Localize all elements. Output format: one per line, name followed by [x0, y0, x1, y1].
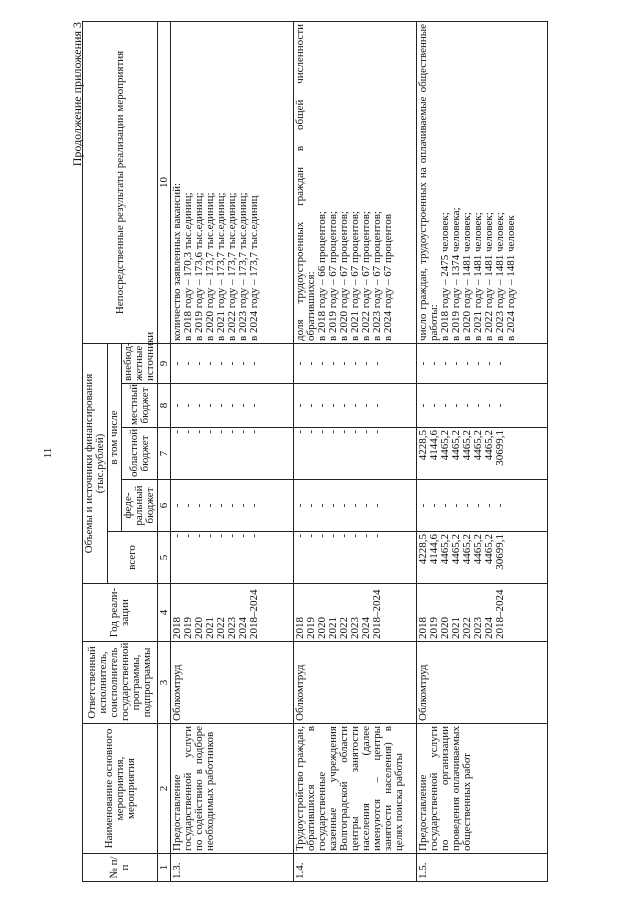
cell-line: - — [327, 503, 339, 508]
cell-line: - — [417, 503, 429, 508]
cell-line: 4144,6 — [428, 534, 440, 565]
cell-line: 2021 — [204, 617, 216, 639]
cell-line: - — [294, 534, 306, 538]
executor-name: Облкомтруд — [171, 642, 294, 724]
cell-line: 4465,2 — [461, 534, 473, 565]
result-intro: доля трудоустроенных граждан в общей численности обратившихся: — [294, 23, 317, 341]
cell-line: - — [461, 361, 473, 366]
cell-line: - — [237, 503, 249, 508]
result-intro: количество заявленных вакансий: — [171, 182, 183, 341]
cell-line: - — [237, 361, 249, 366]
cell-line: 2018 — [417, 617, 429, 639]
row-number: 1.4. — [294, 854, 417, 882]
result-line: в 2018 году – 66 процентов; — [316, 211, 328, 341]
cell-line: 4465,2 — [483, 534, 495, 565]
cell-line: - — [338, 430, 350, 434]
result-cell — [417, 21, 548, 343]
cell-line: - — [171, 503, 183, 508]
cell-line: - — [171, 403, 183, 408]
cell-line: 2020 — [316, 617, 328, 639]
cell-line: - — [360, 430, 372, 434]
header-extrabudget: внебюд-жетные источники — [122, 343, 158, 383]
cell-line: - — [294, 361, 306, 366]
cell-line: - — [472, 503, 484, 508]
result-line: в 2021 году – 67 процентов; — [349, 211, 361, 341]
program-table — [82, 21, 548, 882]
cell-line: - — [193, 403, 205, 408]
result-cell — [294, 21, 417, 343]
cell-line: 2018–2024 — [248, 589, 260, 639]
row-number: 1.5. — [417, 854, 548, 882]
cell-line: - — [450, 403, 462, 408]
measure-name: Трудоустройство граждан, обратившихся в государственные казенные учреждения Волгоградской области центры занятости населения (далее именуются – центры занятости населения) в целях поиска работы — [294, 724, 417, 854]
column-number: 8 — [158, 384, 171, 428]
cell-line: - — [193, 361, 205, 366]
result-line: в 2022 году – 173,7 тыс.единиц; — [226, 192, 238, 341]
column-number: 6 — [158, 480, 171, 532]
cell-line: 4228,5 — [417, 534, 429, 565]
cell-line: - — [204, 430, 216, 434]
executor-name: Облкомтруд — [417, 642, 548, 724]
result-line: в 2018 году – 170,3 тыс.единиц; — [182, 192, 194, 341]
column-number: 2 — [158, 724, 171, 854]
header-executor: Ответственный исполнитель, соисполнитель государственной программы, подпрограммы — [83, 642, 158, 724]
cell-line: - — [316, 430, 328, 434]
cell-line: - — [204, 403, 216, 408]
cell-line: - — [371, 503, 383, 508]
cell-line: - — [428, 503, 440, 508]
years-cell — [294, 584, 417, 642]
column-number: 7 — [158, 428, 171, 480]
cell-line: 2018 — [294, 617, 306, 639]
cell-line: - — [338, 503, 350, 508]
result-line: в 2024 году – 1481 человек — [505, 215, 517, 341]
cell-line: - — [417, 361, 429, 366]
cell-line: 2024 — [237, 617, 249, 639]
cell-line: - — [461, 503, 473, 508]
cell-line: - — [237, 403, 249, 408]
cell-line: - — [371, 361, 383, 366]
cell-line: 2022 — [215, 617, 227, 639]
regional-cell — [171, 428, 294, 480]
cell-line: - — [305, 503, 317, 508]
header-funding: Объемы и источники финансирования (тыс.рублей) — [83, 343, 108, 583]
cell-line: - — [204, 503, 216, 508]
federal-cell — [294, 480, 417, 532]
result-line: в 2021 году – 1481 человек; — [472, 212, 484, 341]
column-number: 9 — [158, 343, 171, 383]
cell-line: - — [327, 361, 339, 366]
cell-line: - — [349, 430, 361, 434]
cell-line: - — [305, 430, 317, 434]
cell-line: - — [226, 430, 238, 434]
column-number: 4 — [158, 584, 171, 642]
cell-line: - — [248, 361, 260, 366]
cell-line: - — [472, 361, 484, 366]
cell-line: 2021 — [327, 617, 339, 639]
result-line: в 2023 году – 67 процентов; — [371, 211, 383, 341]
cell-line: - — [338, 534, 350, 538]
cell-line: - — [226, 503, 238, 508]
cell-line: - — [248, 430, 260, 434]
cell-line: - — [494, 403, 506, 408]
regional-cell — [417, 428, 548, 480]
header-name: Наименование основного мероприятия, мероприятия — [83, 724, 158, 854]
cell-line: 2020 — [193, 617, 205, 639]
cell-line: 2023 — [349, 617, 361, 639]
cell-line: - — [371, 403, 383, 408]
cell-line: - — [248, 534, 260, 538]
result-line: в 2018 году – 2475 человек; — [439, 212, 451, 341]
cell-line: 2019 — [182, 617, 194, 639]
header-local: местный бюджет — [122, 384, 158, 428]
result-line: в 2019 году – 67 процентов; — [327, 211, 339, 341]
column-number-row — [158, 21, 171, 881]
cell-line: 2022 — [338, 617, 350, 639]
cell-line: - — [305, 361, 317, 366]
cell-line: 2024 — [483, 617, 495, 639]
cell-line: - — [450, 503, 462, 508]
cell-line: - — [215, 430, 227, 434]
local-cell — [294, 384, 417, 428]
cell-line: - — [193, 503, 205, 508]
cell-line: - — [349, 503, 361, 508]
local-cell — [417, 384, 548, 428]
cell-line: 2022 — [461, 617, 473, 639]
cell-line: 2019 — [428, 617, 440, 639]
result-line: в 2020 году – 1481 человек; — [461, 212, 473, 341]
page-number: 11 — [42, 447, 54, 459]
cell-line: 2019 — [305, 617, 317, 639]
result-line: в 2022 году – 1481 человек; — [483, 212, 495, 341]
cell-line: - — [171, 534, 183, 538]
cell-line: - — [215, 534, 227, 538]
cell-line: - — [327, 534, 339, 538]
cell-line: 4465,2 — [439, 430, 451, 461]
cell-line: - — [305, 534, 317, 538]
cell-line: - — [182, 361, 194, 366]
cell-line: 30699,1 — [494, 430, 506, 466]
cell-line: - — [494, 503, 506, 508]
cell-line: - — [428, 361, 440, 366]
result-line: в 2019 году – 173,6 тыс.единиц; — [193, 192, 205, 341]
cell-line: - — [215, 361, 227, 366]
column-number: 1 — [158, 854, 171, 882]
column-number: 5 — [158, 532, 171, 584]
federal-cell — [417, 480, 548, 532]
cell-line: - — [349, 361, 361, 366]
cell-line: - — [248, 503, 260, 508]
cell-line: - — [316, 534, 328, 538]
total-cell — [294, 532, 417, 584]
cell-line: - — [226, 534, 238, 538]
cell-line: - — [450, 361, 462, 366]
cell-line: 4465,2 — [472, 534, 484, 565]
cell-line: - — [417, 403, 429, 408]
cell-line: 30699,1 — [494, 534, 506, 570]
years-cell — [171, 584, 294, 642]
total-cell — [417, 532, 548, 584]
cell-line: 2024 — [360, 617, 372, 639]
result-line: в 2021 году – 173,7 тыс.единиц; — [215, 192, 227, 341]
cell-line: - — [494, 361, 506, 366]
cell-line: - — [294, 430, 306, 434]
cell-line: 4465,2 — [450, 534, 462, 565]
cell-line: - — [371, 430, 383, 434]
result-line: в 2023 году – 173,7 тыс.единиц; — [237, 192, 249, 341]
federal-cell — [171, 480, 294, 532]
cell-line: - — [248, 403, 260, 408]
cell-line: - — [439, 503, 451, 508]
cell-line: 2023 — [226, 617, 238, 639]
result-line: в 2020 году – 67 процентов; — [338, 211, 350, 341]
table-row — [294, 21, 417, 881]
header-regional: областной бюджет — [122, 428, 158, 480]
header-year: Год реали-зации — [83, 584, 158, 642]
cell-line: - — [204, 361, 216, 366]
cell-line: 4465,2 — [483, 430, 495, 461]
cell-line: - — [360, 361, 372, 366]
extrabudget-cell — [171, 343, 294, 383]
header-total: всего — [108, 532, 158, 584]
cell-line: - — [193, 430, 205, 434]
cell-line: - — [483, 361, 495, 366]
cell-line: - — [226, 403, 238, 408]
cell-line: - — [226, 361, 238, 366]
cell-line: - — [439, 361, 451, 366]
cell-line: 2023 — [472, 617, 484, 639]
row-number: 1.3. — [171, 854, 294, 882]
cell-line: - — [316, 403, 328, 408]
result-line: в 2024 году – 173,7 тыс.единиц — [248, 195, 260, 341]
cell-line: - — [316, 361, 328, 366]
cell-line: - — [360, 503, 372, 508]
cell-line: - — [483, 503, 495, 508]
cell-line: 4465,2 — [450, 430, 462, 461]
table-row — [171, 21, 294, 881]
cell-line: - — [338, 403, 350, 408]
column-number: 3 — [158, 642, 171, 724]
cell-line: 4228,5 — [417, 430, 429, 461]
extrabudget-cell — [417, 343, 548, 383]
cell-line: - — [327, 430, 339, 434]
measure-name: Предоставление государственной услуги по организации проведения оплачиваемых общественных работ — [417, 724, 548, 854]
cell-line: - — [182, 430, 194, 434]
cell-line: 4465,2 — [472, 430, 484, 461]
cell-line: - — [215, 503, 227, 508]
cell-line: - — [182, 403, 194, 408]
result-line: в 2019 году – 1374 человека; — [450, 207, 462, 341]
result-intro: число граждан, трудоустроенных на оплачиваемые общественные работы: — [417, 23, 440, 341]
cell-line: 2018–2024 — [371, 589, 383, 639]
cell-line: - — [349, 403, 361, 408]
cell-line: - — [294, 503, 306, 508]
cell-line: - — [439, 403, 451, 408]
rotated-sheet — [70, 22, 570, 882]
local-cell — [171, 384, 294, 428]
header-in-that: в том числе — [108, 343, 122, 531]
cell-line: - — [428, 403, 440, 408]
cell-line: - — [237, 534, 249, 538]
cell-line: - — [182, 503, 194, 508]
cell-line: - — [215, 403, 227, 408]
result-line: в 2020 году – 173,7 тыс.единиц; — [204, 192, 216, 341]
header-federal: феде-ральный бюджет — [122, 480, 158, 532]
cell-line: - — [193, 534, 205, 538]
cell-line: 2021 — [450, 617, 462, 639]
cell-line: - — [338, 361, 350, 366]
executor-name: Облкомтруд — [294, 642, 417, 724]
column-number: 10 — [158, 21, 171, 343]
cell-line: - — [371, 534, 383, 538]
cell-line: - — [316, 503, 328, 508]
cell-line: - — [171, 430, 183, 434]
years-cell — [417, 584, 548, 642]
cell-line: - — [305, 403, 317, 408]
cell-line: - — [237, 430, 249, 434]
cell-line: - — [327, 403, 339, 408]
cell-line: - — [472, 403, 484, 408]
cell-line: 4144,6 — [428, 430, 440, 461]
cell-line: 2018 — [171, 617, 183, 639]
header-result: Непосредственные результаты реализации мероприятия — [83, 21, 158, 343]
result-cell — [171, 21, 294, 343]
appendix-note: Продолжение приложения 3 — [70, 22, 84, 167]
result-line: в 2023 году – 1481 человек; — [494, 212, 506, 341]
cell-line: 2018–2024 — [494, 589, 506, 639]
cell-line: - — [171, 361, 183, 366]
measure-name: Предоставление государственной услуги по содействию в подборе необходимых работников — [171, 724, 294, 854]
result-line: в 2022 году – 67 процентов; — [360, 211, 372, 341]
cell-line: - — [182, 534, 194, 538]
cell-line: - — [360, 534, 372, 538]
cell-line: - — [461, 403, 473, 408]
cell-line: - — [294, 403, 306, 408]
cell-line: 2020 — [439, 617, 451, 639]
cell-line: - — [204, 534, 216, 538]
cell-line: 4465,2 — [461, 430, 473, 461]
regional-cell — [294, 428, 417, 480]
cell-line: - — [360, 403, 372, 408]
cell-line: - — [349, 534, 361, 538]
extrabudget-cell — [294, 343, 417, 383]
total-cell — [171, 532, 294, 584]
table-row — [417, 21, 548, 881]
header-num: № п/п — [83, 854, 158, 882]
cell-line: - — [483, 403, 495, 408]
result-line: в 2024 году – 67 процентов — [382, 214, 394, 341]
cell-line: 4465,2 — [439, 534, 451, 565]
